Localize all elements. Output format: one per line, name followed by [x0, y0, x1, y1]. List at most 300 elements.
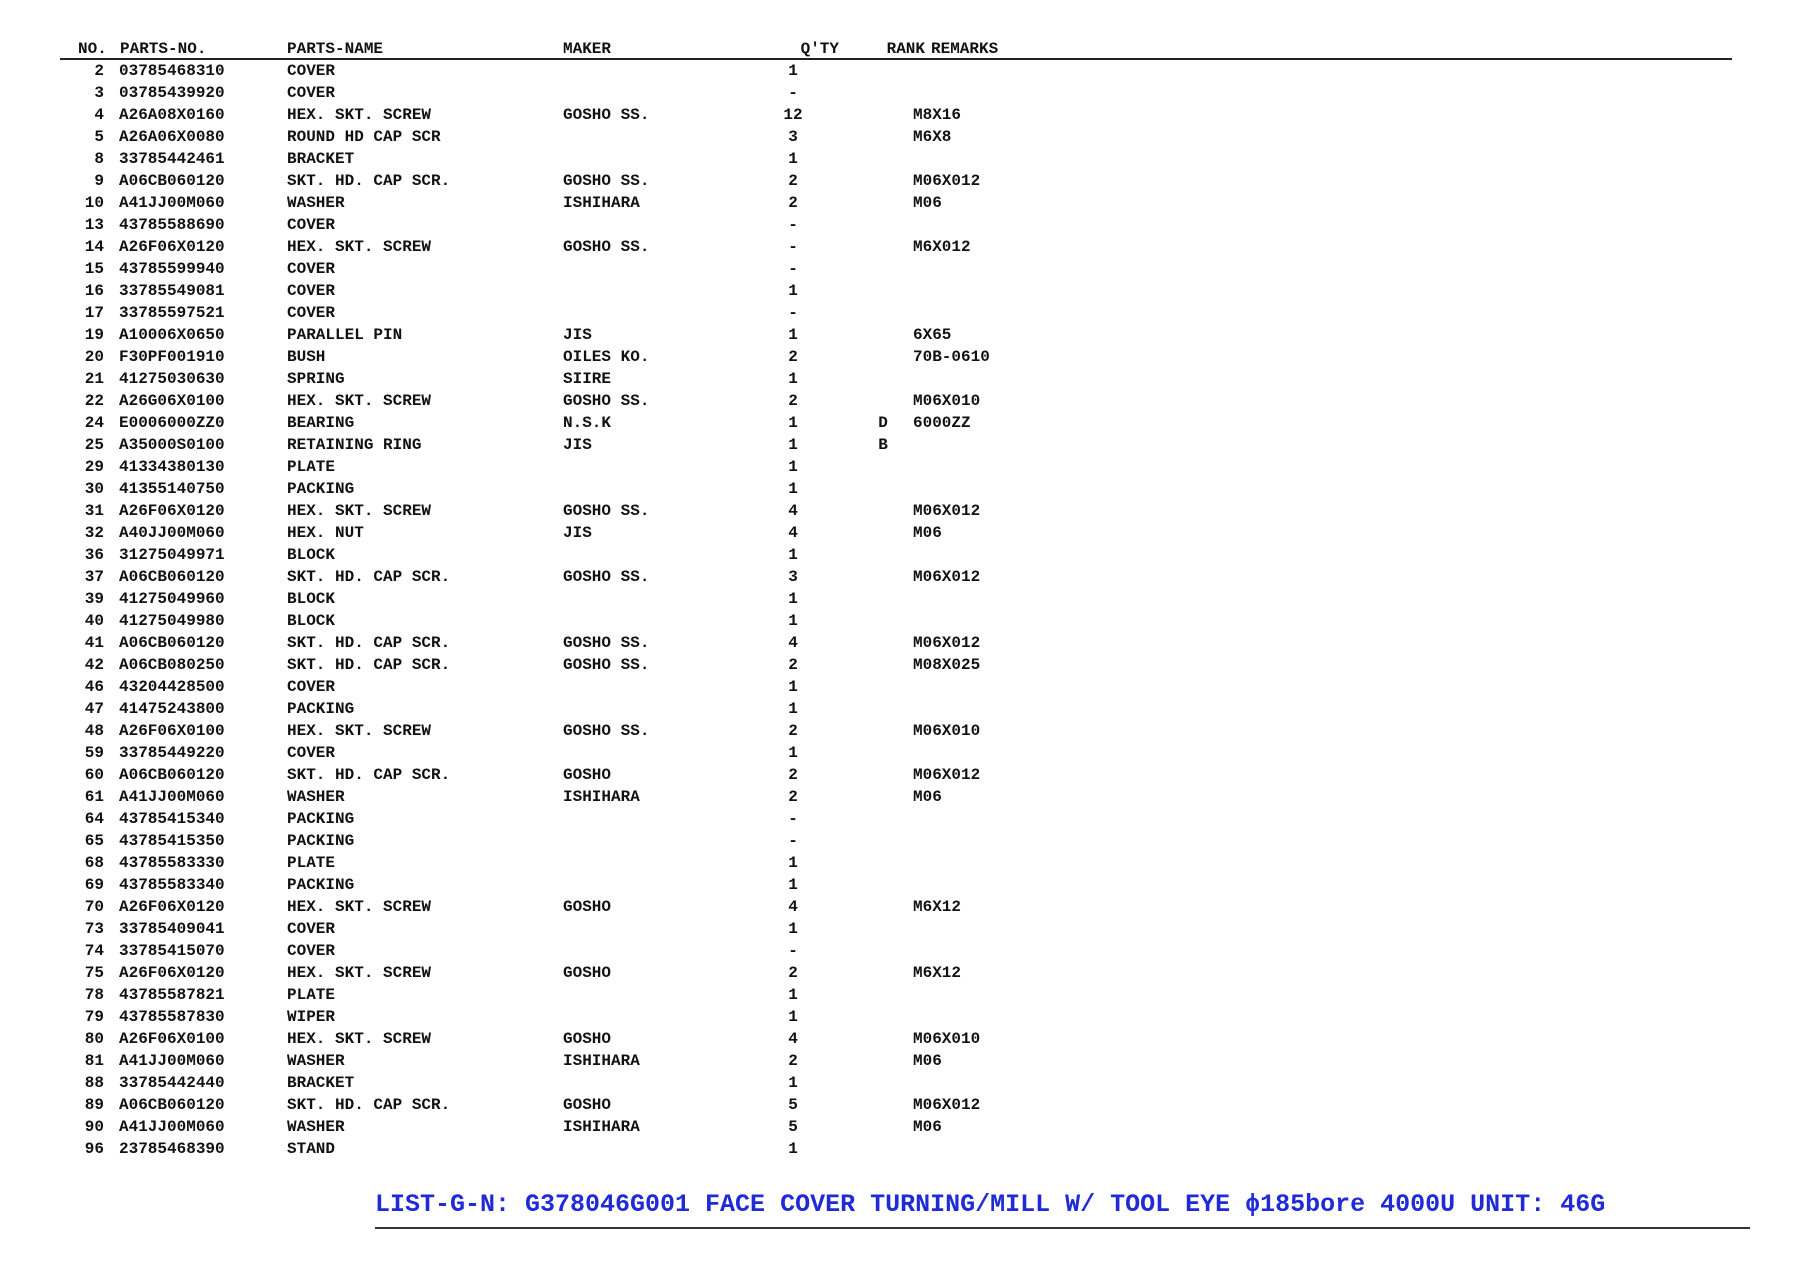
cell-parts-no: 33785409041: [119, 920, 225, 938]
cell-parts-no: 43785588690: [119, 216, 225, 234]
cell-parts-no: 33785442440: [119, 1074, 225, 1092]
table-row: [60, 918, 1732, 940]
cell-remarks: 70B-0610: [913, 348, 990, 366]
cell-qty: 1: [788, 700, 798, 718]
cell-no: 73: [84, 920, 104, 938]
table-row: [60, 1072, 1732, 1094]
cell-parts-name: WASHER: [287, 1118, 345, 1136]
cell-parts-name: PACKING: [287, 700, 355, 718]
cell-no: 10: [84, 194, 104, 212]
cell-parts-name: HEX. NUT: [287, 524, 364, 542]
table-row: [60, 1116, 1732, 1138]
cell-no: 40: [84, 612, 104, 630]
cell-qty: 1: [788, 62, 798, 80]
cell-parts-no: A26F06X0100: [119, 1030, 225, 1048]
cell-no: 46: [84, 678, 104, 696]
cell-parts-no: 43785599940: [119, 260, 225, 278]
table-row: [60, 126, 1732, 148]
cell-qty: -: [788, 84, 798, 102]
cell-parts-name: WASHER: [287, 1052, 345, 1070]
header-parts-no: PARTS-NO.: [120, 40, 207, 58]
cell-parts-name: BLOCK: [287, 590, 336, 608]
cell-parts-no: A26A06X0080: [119, 128, 225, 146]
cell-no: 69: [84, 876, 104, 894]
cell-qty: 1: [788, 678, 798, 696]
cell-qty: -: [788, 216, 798, 234]
cell-parts-name: SPRING: [287, 370, 345, 388]
cell-no: 47: [84, 700, 104, 718]
table-row: [60, 478, 1732, 500]
cell-no: 4: [94, 106, 104, 124]
cell-no: 61: [84, 788, 104, 806]
table-row: [60, 192, 1732, 214]
cell-maker: JIS: [563, 436, 592, 454]
cell-parts-name: HEX. SKT. SCREW: [287, 964, 432, 982]
table-row: [60, 1094, 1732, 1116]
cell-no: 2: [94, 62, 104, 80]
cell-qty: 4: [788, 502, 798, 520]
table-row: [60, 412, 1732, 434]
cell-parts-name: PACKING: [287, 810, 355, 828]
table-row: [60, 302, 1732, 324]
cell-parts-name: HEX. SKT. SCREW: [287, 1030, 432, 1048]
cell-parts-no: 43785587821: [119, 986, 225, 1004]
cell-no: 13: [84, 216, 104, 234]
cell-maker: GOSHO: [563, 964, 612, 982]
cell-parts-name: RETAINING RING: [287, 436, 422, 454]
table-row: [60, 214, 1732, 236]
cell-remarks: M06X012: [913, 766, 981, 784]
cell-no: 31: [84, 502, 104, 520]
cell-maker: N.S.K: [563, 414, 612, 432]
cell-parts-name: HEX. SKT. SCREW: [287, 898, 432, 916]
cell-parts-no: A26F06X0100: [119, 722, 225, 740]
cell-qty: 1: [788, 414, 798, 432]
cell-parts-name: COVER: [287, 260, 336, 278]
cell-parts-no: A06CB060120: [119, 568, 225, 586]
cell-remarks: M6X12: [913, 898, 962, 916]
cell-parts-name: BLOCK: [287, 612, 336, 630]
table-row: [60, 346, 1732, 368]
cell-parts-name: HEX. SKT. SCREW: [287, 392, 432, 410]
cell-maker: JIS: [563, 524, 592, 542]
cell-parts-name: PLATE: [287, 986, 336, 1004]
table-row: [60, 544, 1732, 566]
cell-maker: GOSHO: [563, 766, 612, 784]
cell-maker: ISHIHARA: [563, 194, 640, 212]
table-row: [60, 434, 1732, 456]
table-row: [60, 1138, 1732, 1160]
cell-no: 30: [84, 480, 104, 498]
cell-qty: 2: [788, 766, 798, 784]
cell-parts-name: BRACKET: [287, 1074, 355, 1092]
cell-maker: ISHIHARA: [563, 788, 640, 806]
cell-qty: 2: [788, 964, 798, 982]
cell-parts-name: WASHER: [287, 194, 345, 212]
cell-qty: -: [788, 304, 798, 322]
cell-parts-name: HEX. SKT. SCREW: [287, 502, 432, 520]
table-row: [60, 170, 1732, 192]
cell-qty: -: [788, 942, 798, 960]
cell-parts-no: A41JJ00M060: [119, 194, 225, 212]
cell-no: 42: [84, 656, 104, 674]
cell-parts-no: A10006X0650: [119, 326, 225, 344]
table-row: [60, 874, 1732, 896]
cell-parts-no: A35000S0100: [119, 436, 225, 454]
cell-parts-name: PACKING: [287, 480, 355, 498]
cell-parts-name: HEX. SKT. SCREW: [287, 106, 432, 124]
cell-remarks: M06X010: [913, 1030, 981, 1048]
cell-parts-no: 33785415070: [119, 942, 225, 960]
cell-parts-name: SKT. HD. CAP SCR.: [287, 634, 451, 652]
cell-qty: 1: [788, 1008, 798, 1026]
cell-parts-name: BEARING: [287, 414, 355, 432]
table-row: [60, 940, 1732, 962]
cell-qty: 1: [788, 546, 798, 564]
cell-qty: 2: [788, 194, 798, 212]
cell-remarks: M6X8: [913, 128, 952, 146]
cell-qty: -: [788, 260, 798, 278]
cell-no: 64: [84, 810, 104, 828]
cell-parts-no: A26F06X0120: [119, 964, 225, 982]
cell-parts-no: A06CB060120: [119, 172, 225, 190]
table-row: [60, 566, 1732, 588]
cell-remarks: M06X010: [913, 392, 981, 410]
cell-no: 15: [84, 260, 104, 278]
cell-parts-no: 33785549081: [119, 282, 225, 300]
cell-parts-name: PACKING: [287, 876, 355, 894]
table-row: [60, 500, 1732, 522]
cell-qty: -: [788, 810, 798, 828]
cell-parts-no: 03785468310: [119, 62, 225, 80]
table-row: [60, 786, 1732, 808]
cell-no: 88: [84, 1074, 104, 1092]
table-row: [60, 610, 1732, 632]
cell-qty: 1: [788, 458, 798, 476]
cell-parts-no: 43785583330: [119, 854, 225, 872]
cell-qty: 2: [788, 392, 798, 410]
cell-parts-name: SKT. HD. CAP SCR.: [287, 1096, 451, 1114]
header-parts-name: PARTS-NAME: [287, 40, 384, 58]
list-title: LIST-G-N: G378046G001 FACE COVER TURNING/MILL W/ TOOL EYE ϕ185bore 4000U UNIT: 46G: [375, 1190, 1750, 1229]
table-body: [60, 60, 1732, 1160]
table-row: [60, 896, 1732, 918]
table-row: [60, 1006, 1732, 1028]
cell-parts-name: PACKING: [287, 832, 355, 850]
cell-parts-no: A26F06X0120: [119, 898, 225, 916]
cell-no: 70: [84, 898, 104, 916]
table-row: [60, 60, 1732, 82]
cell-parts-no: A06CB080250: [119, 656, 225, 674]
table-row: [60, 368, 1732, 390]
cell-remarks: M06: [913, 524, 942, 542]
header-qty: Q'TY: [800, 40, 839, 58]
table-row: [60, 698, 1732, 720]
cell-maker: SIIRE: [563, 370, 612, 388]
cell-parts-no: A41JJ00M060: [119, 1118, 225, 1136]
table-row: [60, 984, 1732, 1006]
cell-qty: 1: [788, 1140, 798, 1158]
table-row: [60, 632, 1732, 654]
parts-list: [60, 36, 1732, 1160]
table-header: [60, 36, 1732, 60]
cell-parts-name: SKT. HD. CAP SCR.: [287, 172, 451, 190]
cell-qty: 5: [788, 1096, 798, 1114]
cell-no: 78: [84, 986, 104, 1004]
cell-parts-no: 33785597521: [119, 304, 225, 322]
cell-qty: 1: [788, 876, 798, 894]
table-row: [60, 522, 1732, 544]
cell-no: 59: [84, 744, 104, 762]
cell-parts-name: BLOCK: [287, 546, 336, 564]
cell-qty: 12: [783, 106, 803, 124]
cell-no: 81: [84, 1052, 104, 1070]
cell-qty: 1: [788, 150, 798, 168]
cell-remarks: M8X16: [913, 106, 962, 124]
cell-no: 74: [84, 942, 104, 960]
cell-no: 19: [84, 326, 104, 344]
cell-maker: GOSHO SS.: [563, 238, 650, 256]
cell-parts-name: COVER: [287, 744, 336, 762]
cell-parts-name: COVER: [287, 84, 336, 102]
cell-parts-name: COVER: [287, 62, 336, 80]
table-row: [60, 588, 1732, 610]
cell-parts-no: F30PF001910: [119, 348, 225, 366]
cell-parts-no: A41JJ00M060: [119, 788, 225, 806]
cell-parts-name: COVER: [287, 942, 336, 960]
cell-no: 65: [84, 832, 104, 850]
cell-qty: 1: [788, 920, 798, 938]
cell-maker: GOSHO SS.: [563, 172, 650, 190]
cell-qty: 3: [788, 568, 798, 586]
cell-qty: 1: [788, 1074, 798, 1092]
table-row: [60, 830, 1732, 852]
cell-qty: 2: [788, 656, 798, 674]
cell-parts-no: 43785415350: [119, 832, 225, 850]
cell-parts-name: HEX. SKT. SCREW: [287, 722, 432, 740]
cell-no: 60: [84, 766, 104, 784]
cell-no: 68: [84, 854, 104, 872]
cell-qty: 1: [788, 326, 798, 344]
cell-no: 41: [84, 634, 104, 652]
cell-qty: 1: [788, 590, 798, 608]
cell-parts-no: 33785449220: [119, 744, 225, 762]
table-row: [60, 654, 1732, 676]
cell-maker: OILES KO.: [563, 348, 650, 366]
cell-qty: 4: [788, 1030, 798, 1048]
cell-parts-name: COVER: [287, 920, 336, 938]
cell-parts-name: PLATE: [287, 458, 336, 476]
cell-remarks: M06X012: [913, 634, 981, 652]
cell-parts-no: 41334380130: [119, 458, 225, 476]
cell-maker: GOSHO SS.: [563, 392, 650, 410]
cell-maker: GOSHO SS.: [563, 656, 650, 674]
cell-remarks: M06X012: [913, 172, 981, 190]
cell-parts-no: 43785587830: [119, 1008, 225, 1026]
cell-no: 75: [84, 964, 104, 982]
cell-no: 36: [84, 546, 104, 564]
table-row: [60, 390, 1732, 412]
cell-maker: GOSHO SS.: [563, 502, 650, 520]
cell-no: 96: [84, 1140, 104, 1158]
cell-no: 14: [84, 238, 104, 256]
cell-parts-no: 41355140750: [119, 480, 225, 498]
cell-parts-no: A26A08X0160: [119, 106, 225, 124]
cell-rank: B: [878, 436, 888, 454]
cell-remarks: M06X012: [913, 502, 981, 520]
cell-parts-name: COVER: [287, 216, 336, 234]
cell-remarks: 6000ZZ: [913, 414, 971, 432]
cell-maker: GOSHO SS.: [563, 106, 650, 124]
table-row: [60, 1028, 1732, 1050]
cell-no: 48: [84, 722, 104, 740]
cell-parts-no: 03785439920: [119, 84, 225, 102]
cell-parts-name: WASHER: [287, 788, 345, 806]
header-no: NO.: [78, 40, 107, 58]
cell-no: 20: [84, 348, 104, 366]
cell-parts-no: A06CB060120: [119, 634, 225, 652]
cell-parts-name: SKT. HD. CAP SCR.: [287, 656, 451, 674]
cell-parts-name: BRACKET: [287, 150, 355, 168]
cell-parts-name: SKT. HD. CAP SCR.: [287, 766, 451, 784]
cell-maker: JIS: [563, 326, 592, 344]
table-row: [60, 236, 1732, 258]
cell-qty: 4: [788, 898, 798, 916]
cell-qty: 1: [788, 612, 798, 630]
table-row: [60, 82, 1732, 104]
cell-qty: 1: [788, 744, 798, 762]
cell-remarks: M06X012: [913, 1096, 981, 1114]
cell-qty: 2: [788, 1052, 798, 1070]
cell-parts-name: COVER: [287, 282, 336, 300]
header-rank: RANK: [886, 40, 925, 58]
cell-maker: GOSHO: [563, 1030, 612, 1048]
cell-qty: 1: [788, 986, 798, 1004]
cell-remarks: M06: [913, 194, 942, 212]
cell-qty: -: [788, 832, 798, 850]
cell-no: 29: [84, 458, 104, 476]
cell-no: 90: [84, 1118, 104, 1136]
cell-maker: ISHIHARA: [563, 1118, 640, 1136]
cell-no: 16: [84, 282, 104, 300]
table-row: [60, 742, 1732, 764]
cell-parts-no: A40JJ00M060: [119, 524, 225, 542]
cell-parts-no: 43204428500: [119, 678, 225, 696]
cell-qty: 3: [788, 128, 798, 146]
cell-maker: GOSHO: [563, 1096, 612, 1114]
cell-parts-no: 41475243800: [119, 700, 225, 718]
cell-parts-no: 33785442461: [119, 150, 225, 168]
cell-parts-no: A26F06X0120: [119, 238, 225, 256]
cell-no: 80: [84, 1030, 104, 1048]
cell-parts-name: PLATE: [287, 854, 336, 872]
cell-no: 9: [94, 172, 104, 190]
cell-parts-no: 23785468390: [119, 1140, 225, 1158]
table-row: [60, 148, 1732, 170]
table-row: [60, 676, 1732, 698]
table-row: [60, 280, 1732, 302]
cell-parts-no: A06CB060120: [119, 1096, 225, 1114]
cell-no: 24: [84, 414, 104, 432]
cell-qty: 2: [788, 172, 798, 190]
cell-no: 37: [84, 568, 104, 586]
cell-qty: 2: [788, 722, 798, 740]
cell-parts-no: A41JJ00M060: [119, 1052, 225, 1070]
header-remarks: REMARKS: [931, 40, 999, 58]
cell-qty: 1: [788, 436, 798, 454]
cell-qty: 1: [788, 370, 798, 388]
cell-qty: 1: [788, 282, 798, 300]
cell-qty: 5: [788, 1118, 798, 1136]
cell-parts-name: COVER: [287, 304, 336, 322]
cell-remarks: M08X025: [913, 656, 981, 674]
table-row: [60, 1050, 1732, 1072]
table-row: [60, 104, 1732, 126]
cell-qty: -: [788, 238, 798, 256]
table-row: [60, 764, 1732, 786]
cell-maker: GOSHO SS.: [563, 568, 650, 586]
cell-no: 3: [94, 84, 104, 102]
cell-remarks: M06: [913, 1118, 942, 1136]
cell-maker: GOSHO SS.: [563, 722, 650, 740]
cell-parts-no: A26F06X0120: [119, 502, 225, 520]
cell-remarks: 6X65: [913, 326, 952, 344]
cell-no: 21: [84, 370, 104, 388]
table-row: [60, 456, 1732, 478]
cell-remarks: M6X012: [913, 238, 971, 256]
cell-parts-no: 31275049971: [119, 546, 225, 564]
cell-no: 22: [84, 392, 104, 410]
cell-parts-no: 43785583340: [119, 876, 225, 894]
cell-no: 39: [84, 590, 104, 608]
cell-qty: 1: [788, 480, 798, 498]
cell-parts-no: A26G06X0100: [119, 392, 225, 410]
cell-parts-name: BUSH: [287, 348, 326, 366]
table-row: [60, 962, 1732, 984]
cell-qty: 2: [788, 788, 798, 806]
cell-maker: ISHIHARA: [563, 1052, 640, 1070]
cell-remarks: M06: [913, 788, 942, 806]
cell-remarks: M06X010: [913, 722, 981, 740]
cell-parts-no: 41275049980: [119, 612, 225, 630]
table-row: [60, 852, 1732, 874]
cell-remarks: M6X12: [913, 964, 962, 982]
cell-parts-name: ROUND HD CAP SCR: [287, 128, 441, 146]
cell-remarks: M06X012: [913, 568, 981, 586]
cell-parts-no: E0006000ZZ0: [119, 414, 225, 432]
cell-no: 17: [84, 304, 104, 322]
cell-qty: 4: [788, 524, 798, 542]
cell-no: 32: [84, 524, 104, 542]
cell-rank: D: [878, 414, 888, 432]
table-row: [60, 720, 1732, 742]
cell-parts-no: 41275049960: [119, 590, 225, 608]
table-row: [60, 808, 1732, 830]
header-maker: MAKER: [563, 40, 612, 58]
cell-parts-name: STAND: [287, 1140, 336, 1158]
cell-maker: GOSHO: [563, 898, 612, 916]
cell-no: 25: [84, 436, 104, 454]
cell-maker: GOSHO SS.: [563, 634, 650, 652]
table-row: [60, 258, 1732, 280]
cell-parts-no: A06CB060120: [119, 766, 225, 784]
cell-parts-no: 41275030630: [119, 370, 225, 388]
cell-qty: 4: [788, 634, 798, 652]
cell-qty: 2: [788, 348, 798, 366]
cell-no: 8: [94, 150, 104, 168]
cell-parts-no: 43785415340: [119, 810, 225, 828]
cell-no: 79: [84, 1008, 104, 1026]
